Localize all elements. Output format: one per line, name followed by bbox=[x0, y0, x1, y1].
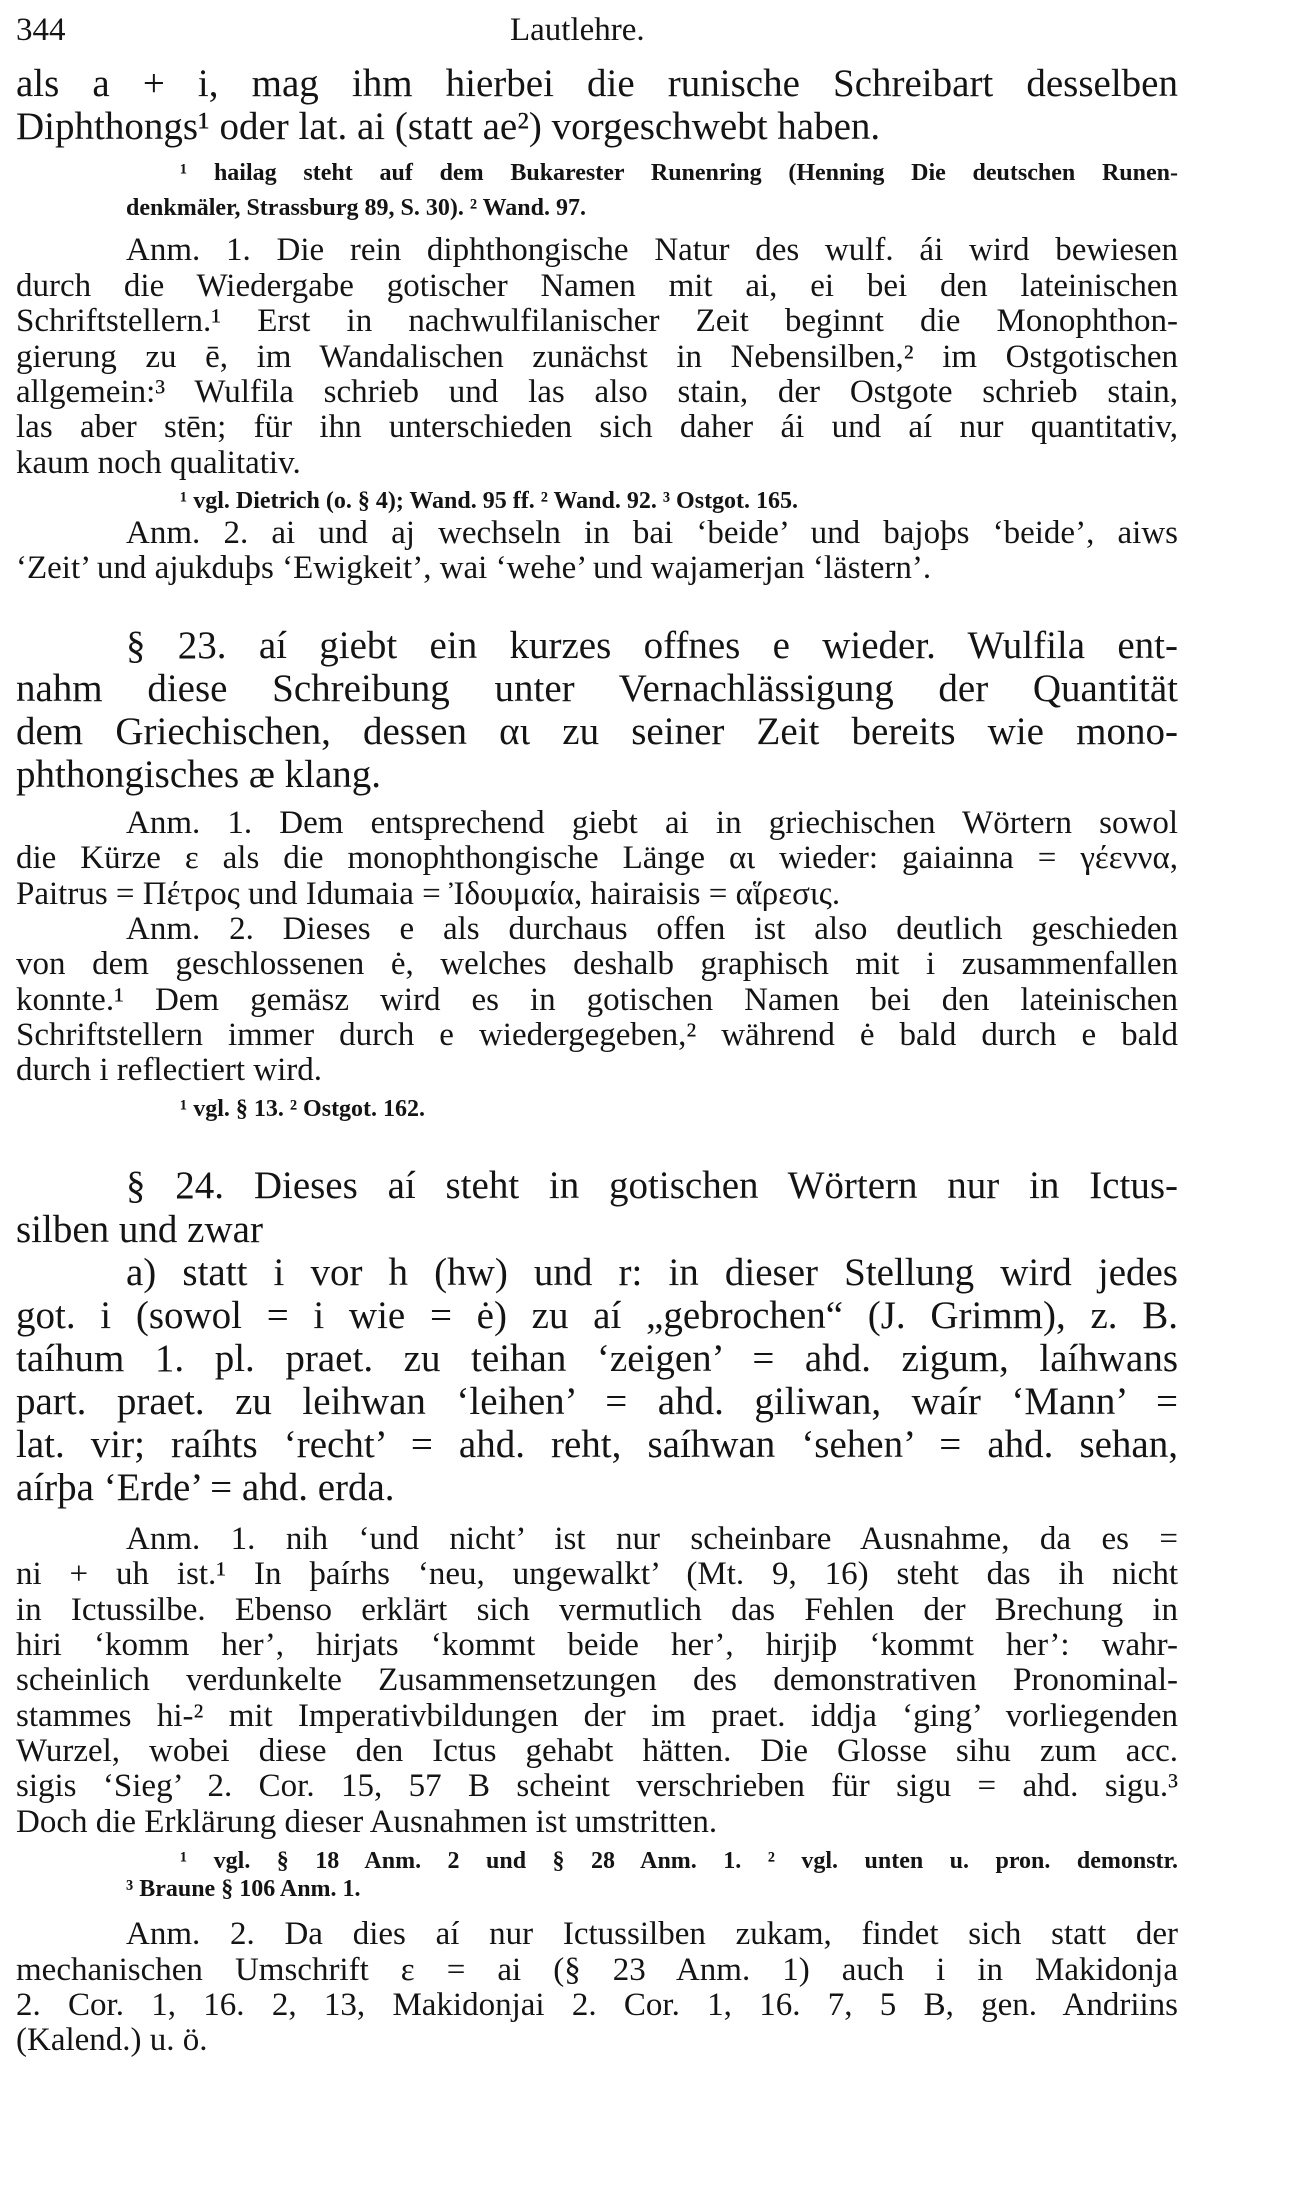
text-line: dem Griechischen, dessen αι zu seiner Zeit bereits wie mono- bbox=[16, 710, 1178, 753]
text-line: silben und zwar bbox=[16, 1208, 263, 1251]
text-line: mechanischen Umschrift ε = ai (§ 23 Anm. 1) auch i in Makidonja bbox=[16, 1952, 1178, 1988]
text-line: Anm. 2. Dieses e als durchaus offen ist also deutlich geschieden bbox=[126, 911, 1178, 947]
text-line: konnte.¹ Dem gemäsz wird es in gotischen Namen bei den lateinischen bbox=[16, 982, 1178, 1018]
text-line: part. praet. zu leihwan ‘leihen’ = ahd. giliwan, waír ‘Mann’ = bbox=[16, 1380, 1178, 1423]
footnote-line: ³ Braune § 106 Anm. 1. bbox=[126, 1876, 361, 1902]
text-line: Doch die Erklärung dieser Ausnahmen ist umstritten. bbox=[16, 1804, 718, 1840]
text-line: kaum noch qualitativ. bbox=[16, 445, 301, 481]
text-line: in Ictussilbe. Ebenso erklärt sich vermutlich das Fehlen der Brechung in bbox=[16, 1592, 1178, 1628]
page-number: 344 bbox=[16, 12, 66, 48]
text-line: Anm. 2. ai und aj wechseln in bai ‘beide’ und bajoþs ‘beide’, aiws bbox=[126, 515, 1178, 551]
text-line: Anm. 1. Die rein diphthongische Natur des wulf. ái wird bewiesen bbox=[126, 232, 1178, 268]
text-line: got. i (sowol = i wie = ė) zu aí „gebrochen“ (J. Grimm), z. B. bbox=[16, 1294, 1178, 1337]
text-line: Anm. 2. Da dies aí nur Ictussilben zukam, findet sich statt der bbox=[126, 1916, 1178, 1952]
footnote-line: ¹ hailag steht auf dem Bukarester Runenring (Henning Die deutschen Runen- bbox=[180, 160, 1178, 186]
text-line: nahm diese Schreibung unter Vernachlässigung der Quantität bbox=[16, 667, 1178, 710]
text-line: stammes hi-² mit Imperativbildungen der im praet. iddja ‘ging’ vorliegenden bbox=[16, 1698, 1178, 1734]
text-line: ‘Zeit’ und ajukduþs ‘Ewigkeit’, wai ‘wehe’ und wajamerjan ‘lästern’. bbox=[16, 550, 932, 586]
footnote-line: ¹ vgl. Dietrich (o. § 4); Wand. 95 ff. ² Wand. 92. ³ Ostgot. 165. bbox=[180, 488, 799, 514]
text-line: ni + uh ist.¹ In þaírhs ‘neu, ungewalkt’ (Mt. 9, 16) steht das ih nicht bbox=[16, 1556, 1178, 1592]
text-line: lat. vir; raíhts ‘recht’ = ahd. reht, saíhwan ‘sehen’ = ahd. sehan, bbox=[16, 1423, 1178, 1466]
text-line: Schriftstellern immer durch e wiedergegeben,² während ė bald durch e bald bbox=[16, 1017, 1178, 1053]
text-line: von dem geschlossenen ė, welches deshalb graphisch mit i zusammenfallen bbox=[16, 946, 1178, 982]
text-line: Anm. 1. Dem entsprechend giebt ai in griechischen Wörtern sowol bbox=[126, 805, 1178, 841]
text-line: aírþa ‘Erde’ = ahd. erda. bbox=[16, 1466, 395, 1509]
text-line: 2. Cor. 1, 16. 2, 13, Makidonjai 2. Cor. 1, 16. 7, 5 B, gen. Andriins bbox=[16, 1987, 1178, 2023]
text-line: (Kalend.) u. ö. bbox=[16, 2022, 208, 2058]
text-line: Diphthongs¹ oder lat. ai (statt ae²) vorgeschwebt haben. bbox=[16, 105, 881, 148]
text-line: allgemein:³ Wulfila schrieb und las also stain, der Ostgote schrieb stain, bbox=[16, 374, 1178, 410]
text-line: phthongisches æ klang. bbox=[16, 753, 382, 796]
text-line: Schriftstellern.¹ Erst in nachwulfilanischer Zeit beginnt die Monophthon- bbox=[16, 303, 1178, 339]
text-line: gierung zu ē, im Wandalischen zunächst in Nebensilben,² im Ostgotischen bbox=[16, 339, 1178, 375]
text-line: § 23. aí giebt ein kurzes offnes e wieder. Wulfila ent- bbox=[126, 624, 1178, 667]
text-line: durch die Wiedergabe gotischer Namen mit ai, ei bei den lateinischen bbox=[16, 268, 1178, 304]
text-line: las aber stēn; für ihn unterschieden sich daher ái und aí nur quantitativ, bbox=[16, 409, 1178, 445]
text-line: hiri ‘komm her’, hirjats ‘kommt beide her’, hirjiþ ‘kommt her’: wahr- bbox=[16, 1627, 1178, 1663]
text-line: Paitrus = Πέτρος und Idumaia = Ἰδουμαία, hairaisis = αἵρεσις. bbox=[16, 876, 841, 912]
footnote-line: ¹ vgl. § 13. ² Ostgot. 162. bbox=[180, 1096, 426, 1122]
text-line: Anm. 1. nih ‘und nicht’ ist nur scheinbare Ausnahme, da es = bbox=[126, 1521, 1178, 1557]
text-line: § 24. Dieses aí steht in gotischen Wörtern nur in Ictus- bbox=[126, 1164, 1178, 1207]
text-line: Wurzel, wobei diese den Ictus gehabt hätten. Die Glosse sihu zum acc. bbox=[16, 1733, 1178, 1769]
text-line: die Kürze ε als die monophthongische Länge αι wieder: gaiainna = γέεννα, bbox=[16, 840, 1178, 876]
text-line: taíhum 1. pl. praet. zu teihan ‘zeigen’ = ahd. zigum, laíhwans bbox=[16, 1337, 1178, 1380]
text-line: als a + i, mag ihm hierbei die runische Schreibart desselben bbox=[16, 62, 1178, 105]
text-line: durch i reflectiert wird. bbox=[16, 1052, 323, 1088]
running-title: Lautlehre. bbox=[510, 12, 645, 48]
text-line: sigis ‘Sieg’ 2. Cor. 15, 57 B scheint verschrieben für sigu = ahd. sigu.³ bbox=[16, 1768, 1178, 1804]
footnote-line: ¹ vgl. § 18 Anm. 2 und § 28 Anm. 1. ² vgl. unten u. pron. demonstr. bbox=[180, 1848, 1178, 1874]
text-line: a) statt i vor h (hw) und r: in dieser Stellung wird jedes bbox=[126, 1251, 1178, 1294]
footnote-line: denkmäler, Strassburg 89, S. 30). ² Wand. 97. bbox=[126, 195, 586, 221]
text-line: scheinlich verdunkelte Zusammensetzungen des demonstrativen Pronominal- bbox=[16, 1662, 1178, 1698]
